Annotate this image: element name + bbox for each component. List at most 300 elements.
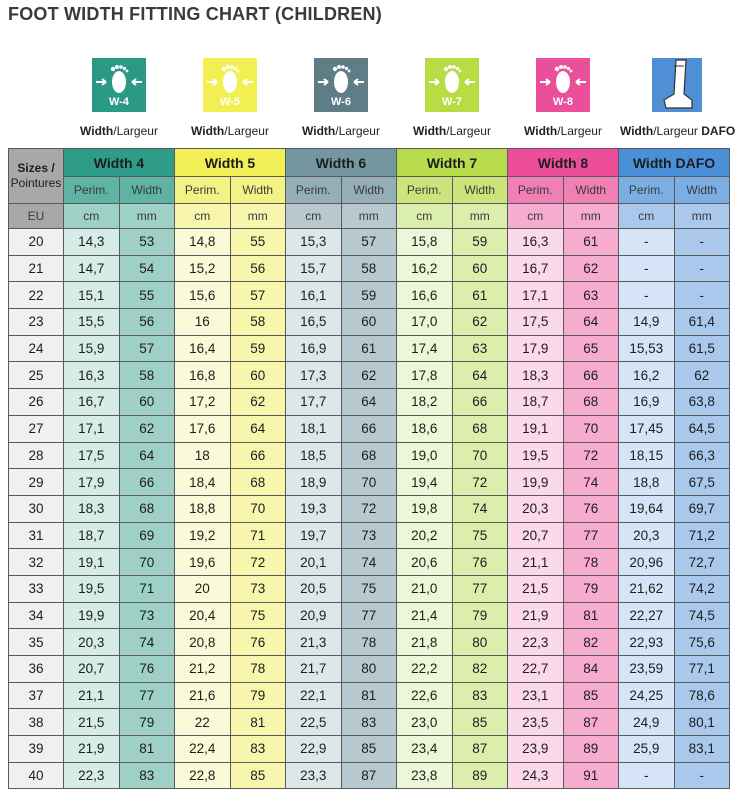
width-icon-card	[508, 58, 618, 138]
perimeter-cm-cell: 21,9	[508, 602, 564, 629]
width-mm-cell: 61,5	[674, 335, 730, 362]
width-caption: Width/Largeur	[413, 124, 491, 138]
perimeter-cm-cell: 21,4	[397, 602, 453, 629]
perimeter-cm-cell: 17,1	[64, 415, 120, 442]
width-5-icon	[203, 58, 257, 112]
perimeter-cm-cell: 17,9	[508, 335, 564, 362]
width-mm-cell: 55	[119, 282, 175, 309]
perimeter-cm-cell: 21,3	[286, 629, 342, 656]
width-mm-cell: 68	[563, 389, 619, 416]
width-mm-cell: 60	[230, 362, 286, 389]
width-mm-cell: 83	[119, 762, 175, 789]
table-row	[9, 549, 730, 576]
width-mm-cell: 64,5	[674, 415, 730, 442]
dafo-brace-icon	[648, 54, 706, 116]
perimeter-cm-cell: 25,9	[619, 736, 675, 763]
perimeter-cm-cell: 22,5	[286, 709, 342, 736]
perimeter-cm-cell: 14,3	[64, 229, 120, 256]
size-cell: 31	[9, 522, 64, 549]
perimeter-cm-cell: 21,5	[64, 709, 120, 736]
size-cell: 22	[9, 282, 64, 309]
width-mm-cell: 77	[563, 522, 619, 549]
width-mm-cell: -	[674, 255, 730, 282]
perim-subheader: Perim.	[64, 177, 120, 204]
perimeter-cm-cell: -	[619, 229, 675, 256]
width-mm-cell: 77,1	[674, 656, 730, 683]
perimeter-cm-cell: 16,1	[286, 282, 342, 309]
perimeter-cm-cell: 16,6	[397, 282, 453, 309]
width-mm-cell: 78	[341, 629, 397, 656]
mm-unit: mm	[452, 204, 508, 229]
width-mm-cell: 79	[563, 575, 619, 602]
width-mm-cell: 85	[230, 762, 286, 789]
perimeter-cm-cell: 16,3	[508, 229, 564, 256]
perimeter-cm-cell: -	[619, 255, 675, 282]
width-code-label: W-8	[553, 96, 573, 108]
width-mm-cell: 60	[119, 389, 175, 416]
width-mm-cell: 74,5	[674, 602, 730, 629]
perimeter-cm-cell: 22,3	[64, 762, 120, 789]
perimeter-cm-cell: 15,5	[64, 309, 120, 336]
width-mm-cell: 59	[230, 335, 286, 362]
width-mm-cell: 58	[119, 362, 175, 389]
perimeter-cm-cell: 19,1	[508, 415, 564, 442]
width-mm-cell: 78,6	[674, 682, 730, 709]
perimeter-cm-cell: 21,8	[397, 629, 453, 656]
width-mm-cell: 81	[563, 602, 619, 629]
width-mm-cell: 61,4	[674, 309, 730, 336]
table-row	[9, 575, 730, 602]
perimeter-cm-cell: 23,0	[397, 709, 453, 736]
perimeter-cm-cell: 17,3	[286, 362, 342, 389]
size-cell: 26	[9, 389, 64, 416]
perim-subheader: Perim.	[508, 177, 564, 204]
table-row	[9, 309, 730, 336]
width-mm-cell: 72	[452, 469, 508, 496]
perimeter-cm-cell: 16,7	[64, 389, 120, 416]
table-row	[9, 335, 730, 362]
perimeter-cm-cell: 20,7	[508, 522, 564, 549]
perimeter-cm-cell: 18,3	[508, 362, 564, 389]
width-mm-cell: 74	[341, 549, 397, 576]
width-mm-cell: 77	[341, 602, 397, 629]
perimeter-cm-cell: 21,62	[619, 575, 675, 602]
perimeter-cm-cell: 15,1	[64, 282, 120, 309]
size-cell: 36	[9, 656, 64, 683]
width-mm-cell: 83	[341, 709, 397, 736]
width-mm-cell: 62	[341, 362, 397, 389]
perimeter-cm-cell: 15,3	[286, 229, 342, 256]
perimeter-cm-cell: 19,1	[64, 549, 120, 576]
width-mm-cell: 81	[341, 682, 397, 709]
perimeter-cm-cell: 16,2	[619, 362, 675, 389]
size-cell: 20	[9, 229, 64, 256]
perimeter-cm-cell: 22,9	[286, 736, 342, 763]
width-icon-card	[175, 58, 285, 138]
perimeter-cm-cell: 19,9	[508, 469, 564, 496]
perimeter-cm-cell: 19,8	[397, 495, 453, 522]
width-mm-cell: 85	[563, 682, 619, 709]
perimeter-cm-cell: 18,9	[286, 469, 342, 496]
width-mm-cell: 79	[452, 602, 508, 629]
width-mm-cell: 82	[563, 629, 619, 656]
perimeter-cm-cell: 22,1	[286, 682, 342, 709]
table-row	[9, 522, 730, 549]
perimeter-cm-cell: 17,45	[619, 415, 675, 442]
size-cell: 21	[9, 255, 64, 282]
width-mm-cell: 63,8	[674, 389, 730, 416]
cm-unit: cm	[64, 204, 120, 229]
mm-unit: mm	[230, 204, 286, 229]
width-caption: Width/Largeur	[524, 124, 602, 138]
width-mm-cell: 66	[341, 415, 397, 442]
width-mm-cell: 78	[230, 656, 286, 683]
width-mm-cell: 64	[341, 389, 397, 416]
width-mm-cell: 85	[452, 709, 508, 736]
perimeter-cm-cell: 20	[175, 575, 231, 602]
width-mm-cell: 59	[341, 282, 397, 309]
perimeter-cm-cell: 23,1	[508, 682, 564, 709]
mm-unit: mm	[563, 204, 619, 229]
perimeter-cm-cell: 20,6	[397, 549, 453, 576]
width-mm-cell: 70	[230, 495, 286, 522]
perimeter-cm-cell: -	[619, 762, 675, 789]
perimeter-cm-cell: 20,4	[175, 602, 231, 629]
width-mm-cell: 83	[230, 736, 286, 763]
size-cell: 27	[9, 415, 64, 442]
perimeter-cm-cell: 20,96	[619, 549, 675, 576]
width-mm-cell: 70	[563, 415, 619, 442]
width-mm-cell: 71	[230, 522, 286, 549]
perimeter-cm-cell: 21,9	[64, 736, 120, 763]
cm-unit: cm	[397, 204, 453, 229]
table-row	[9, 736, 730, 763]
perimeter-cm-cell: 17,8	[397, 362, 453, 389]
width-mm-cell: 72	[341, 495, 397, 522]
width-mm-cell: 63	[563, 282, 619, 309]
width-mm-cell: 66	[452, 389, 508, 416]
perimeter-cm-cell: 21,0	[397, 575, 453, 602]
pointures-label: Pointures	[10, 176, 62, 190]
perimeter-cm-cell: 23,59	[619, 656, 675, 683]
width-mm-cell: 75,6	[674, 629, 730, 656]
width-mm-cell: 81	[230, 709, 286, 736]
width-mm-cell: 72	[230, 549, 286, 576]
width-mm-cell: 63	[452, 335, 508, 362]
table-row	[9, 682, 730, 709]
size-cell: 30	[9, 495, 64, 522]
width-mm-cell: 84	[563, 656, 619, 683]
width-code-label: W-6	[331, 96, 351, 108]
width-mm-cell: 71	[119, 575, 175, 602]
perimeter-cm-cell: 17,5	[508, 309, 564, 336]
width-mm-cell: 70	[452, 442, 508, 469]
width-mm-cell: 82	[452, 656, 508, 683]
width-mm-cell: 76	[563, 495, 619, 522]
perimeter-cm-cell: 18,3	[64, 495, 120, 522]
table-row	[9, 495, 730, 522]
perimeter-cm-cell: 17,7	[286, 389, 342, 416]
width-4-icon	[92, 58, 146, 112]
width-mm-cell: 77	[119, 682, 175, 709]
perim-subheader: Perim.	[619, 177, 675, 204]
size-cell: 23	[9, 309, 64, 336]
width-mm-cell: -	[674, 762, 730, 789]
width-mm-cell: 83	[452, 682, 508, 709]
width-mm-cell: 76	[119, 656, 175, 683]
size-cell: 34	[9, 602, 64, 629]
perimeter-cm-cell: 21,1	[508, 549, 564, 576]
perimeter-cm-cell: -	[619, 282, 675, 309]
width-icon-card	[286, 58, 396, 138]
group-header: Width DAFO	[619, 149, 730, 177]
size-cell: 33	[9, 575, 64, 602]
perimeter-cm-cell: 15,53	[619, 335, 675, 362]
dafo-icon-card	[620, 58, 734, 138]
width-mm-cell: 68	[119, 495, 175, 522]
perimeter-cm-cell: 22,4	[175, 736, 231, 763]
perimeter-cm-cell: 19,7	[286, 522, 342, 549]
perimeter-cm-cell: 18	[175, 442, 231, 469]
perimeter-cm-cell: 18,5	[286, 442, 342, 469]
perimeter-cm-cell: 20,7	[64, 656, 120, 683]
table-row	[9, 709, 730, 736]
width-mm-cell: 64	[563, 309, 619, 336]
width-mm-cell: 71,2	[674, 522, 730, 549]
width-mm-cell: 69	[119, 522, 175, 549]
width-icon-card	[64, 58, 174, 138]
width-mm-cell: 67,5	[674, 469, 730, 496]
width-subheader: Width	[452, 177, 508, 204]
width-mm-cell: 76	[230, 629, 286, 656]
width-mm-cell: 73	[119, 602, 175, 629]
perimeter-cm-cell: 21,2	[175, 656, 231, 683]
perimeter-cm-cell: 15,7	[286, 255, 342, 282]
width-mm-cell: 80	[452, 629, 508, 656]
cm-unit: cm	[286, 204, 342, 229]
perimeter-cm-cell: 15,6	[175, 282, 231, 309]
width-mm-cell: 62	[563, 255, 619, 282]
perimeter-cm-cell: 17,9	[64, 469, 120, 496]
perimeter-cm-cell: 18,15	[619, 442, 675, 469]
perimeter-cm-cell: 16,4	[175, 335, 231, 362]
width-mm-cell: 72	[563, 442, 619, 469]
perimeter-cm-cell: 19,3	[286, 495, 342, 522]
width-caption: Width/Largeur	[80, 124, 158, 138]
perimeter-cm-cell: 16,9	[619, 389, 675, 416]
width-mm-cell: 62	[230, 389, 286, 416]
size-cell: 40	[9, 762, 64, 789]
width-mm-cell: 80,1	[674, 709, 730, 736]
width-mm-cell: 64	[452, 362, 508, 389]
perimeter-cm-cell: 20,1	[286, 549, 342, 576]
width-mm-cell: 87	[563, 709, 619, 736]
perimeter-cm-cell: 17,0	[397, 309, 453, 336]
width-icon-card	[397, 58, 507, 138]
dafo-caption: Width/Largeur DAFO	[620, 124, 736, 138]
perim-subheader: Perim.	[175, 177, 231, 204]
size-cell: 35	[9, 629, 64, 656]
width-mm-cell: 89	[563, 736, 619, 763]
perimeter-cm-cell: 18,2	[397, 389, 453, 416]
width-mm-cell: 66	[119, 469, 175, 496]
table-row	[9, 656, 730, 683]
table-row	[9, 602, 730, 629]
width-mm-cell: 81	[119, 736, 175, 763]
perimeter-cm-cell: 18,7	[64, 522, 120, 549]
width-mm-cell: 53	[119, 229, 175, 256]
perimeter-cm-cell: 22,2	[397, 656, 453, 683]
width-6-icon	[314, 58, 368, 112]
width-mm-cell: -	[674, 229, 730, 256]
eu-label: EU	[9, 204, 64, 229]
width-mm-cell: 68	[341, 442, 397, 469]
table-row	[9, 762, 730, 789]
width-mm-cell: 74	[452, 495, 508, 522]
width-8-icon	[536, 58, 590, 112]
width-mm-cell: 91	[563, 762, 619, 789]
perimeter-cm-cell: 19,5	[64, 575, 120, 602]
width-code-label: W-4	[109, 96, 129, 108]
table-row	[9, 389, 730, 416]
perimeter-cm-cell: 14,9	[619, 309, 675, 336]
perimeter-cm-cell: 17,4	[397, 335, 453, 362]
width-mm-cell: 57	[341, 229, 397, 256]
width-mm-cell: 68	[452, 415, 508, 442]
perimeter-cm-cell: 23,5	[508, 709, 564, 736]
width-mm-cell: 74,2	[674, 575, 730, 602]
width-mm-cell: 66,3	[674, 442, 730, 469]
width-subheader: Width	[119, 177, 175, 204]
perimeter-cm-cell: 18,8	[619, 469, 675, 496]
perimeter-cm-cell: 16,2	[397, 255, 453, 282]
perimeter-cm-cell: 18,4	[175, 469, 231, 496]
mm-unit: mm	[119, 204, 175, 229]
width-mm-cell: 61	[563, 229, 619, 256]
group-header: Width 4	[64, 149, 175, 177]
perimeter-cm-cell: 14,8	[175, 229, 231, 256]
width-mm-cell: 58	[341, 255, 397, 282]
perimeter-cm-cell: 15,9	[64, 335, 120, 362]
perimeter-cm-cell: 20,8	[175, 629, 231, 656]
width-caption: Width/Largeur	[302, 124, 380, 138]
sizes-header	[9, 149, 64, 204]
perimeter-cm-cell: 20,3	[619, 522, 675, 549]
width-code-label: W-7	[442, 96, 462, 108]
perimeter-cm-cell: 18,1	[286, 415, 342, 442]
perimeter-cm-cell: 17,5	[64, 442, 120, 469]
width-mm-cell: 56	[119, 309, 175, 336]
width-mm-cell: 69,7	[674, 495, 730, 522]
width-mm-cell: 78	[563, 549, 619, 576]
width-mm-cell: 59	[452, 229, 508, 256]
width-caption: Width/Largeur	[191, 124, 269, 138]
width-mm-cell: 70	[341, 469, 397, 496]
perimeter-cm-cell: 19,5	[508, 442, 564, 469]
width-mm-cell: 66	[230, 442, 286, 469]
perimeter-cm-cell: 21,6	[175, 682, 231, 709]
width-7-icon	[425, 58, 479, 112]
width-mm-cell: 75	[452, 522, 508, 549]
width-mm-cell: 64	[230, 415, 286, 442]
width-code-label: W-5	[220, 96, 240, 108]
width-subheader: Width	[563, 177, 619, 204]
width-mm-cell: 75	[230, 602, 286, 629]
subheader-row	[9, 177, 730, 204]
perimeter-cm-cell: 14,7	[64, 255, 120, 282]
group-header: Width 6	[286, 149, 397, 177]
mm-unit: mm	[674, 204, 730, 229]
perimeter-cm-cell: 17,1	[508, 282, 564, 309]
group-header: Width 8	[508, 149, 619, 177]
size-cell: 25	[9, 362, 64, 389]
width-mm-cell: 61	[341, 335, 397, 362]
width-mm-cell: 74	[119, 629, 175, 656]
perimeter-cm-cell: 23,9	[508, 736, 564, 763]
perimeter-cm-cell: 21,1	[64, 682, 120, 709]
perimeter-cm-cell: 18,8	[175, 495, 231, 522]
width-mm-cell: 56	[230, 255, 286, 282]
perimeter-cm-cell: 16,3	[64, 362, 120, 389]
perimeter-cm-cell: 18,6	[397, 415, 453, 442]
width-mm-cell: 76	[452, 549, 508, 576]
width-mm-cell: 62	[674, 362, 730, 389]
perimeter-cm-cell: 21,5	[508, 575, 564, 602]
mm-unit: mm	[341, 204, 397, 229]
table-row	[9, 629, 730, 656]
width-mm-cell: 60	[452, 255, 508, 282]
perimeter-cm-cell: 17,2	[175, 389, 231, 416]
width-mm-cell: 57	[230, 282, 286, 309]
cm-unit: cm	[175, 204, 231, 229]
width-mm-cell: 87	[341, 762, 397, 789]
width-subheader: Width	[674, 177, 730, 204]
width-mm-cell: 85	[341, 736, 397, 763]
size-cell: 24	[9, 335, 64, 362]
size-cell: 39	[9, 736, 64, 763]
width-icons-row	[64, 58, 734, 146]
width-mm-cell: 60	[341, 309, 397, 336]
perimeter-cm-cell: 15,8	[397, 229, 453, 256]
sizes-label: Sizes /	[17, 161, 55, 175]
width-mm-cell: 89	[452, 762, 508, 789]
foot-width-table	[8, 148, 730, 789]
width-mm-cell: 77	[452, 575, 508, 602]
width-mm-cell: 75	[341, 575, 397, 602]
width-mm-cell: 62	[452, 309, 508, 336]
size-cell: 28	[9, 442, 64, 469]
perimeter-cm-cell: 16	[175, 309, 231, 336]
size-cell: 37	[9, 682, 64, 709]
width-mm-cell: 74	[563, 469, 619, 496]
table-row	[9, 362, 730, 389]
perimeter-cm-cell: 16,5	[286, 309, 342, 336]
perimeter-cm-cell: 23,8	[397, 762, 453, 789]
perimeter-cm-cell: 19,4	[397, 469, 453, 496]
perimeter-cm-cell: 22,93	[619, 629, 675, 656]
table-row	[9, 415, 730, 442]
perimeter-cm-cell: 22,3	[508, 629, 564, 656]
width-mm-cell: 62	[119, 415, 175, 442]
perimeter-cm-cell: 23,4	[397, 736, 453, 763]
perimeter-cm-cell: 19,0	[397, 442, 453, 469]
perimeter-cm-cell: 16,7	[508, 255, 564, 282]
table-row	[9, 229, 730, 256]
width-mm-cell: 80	[341, 656, 397, 683]
width-mm-cell: 70	[119, 549, 175, 576]
perimeter-cm-cell: 16,9	[286, 335, 342, 362]
width-mm-cell: 65	[563, 335, 619, 362]
